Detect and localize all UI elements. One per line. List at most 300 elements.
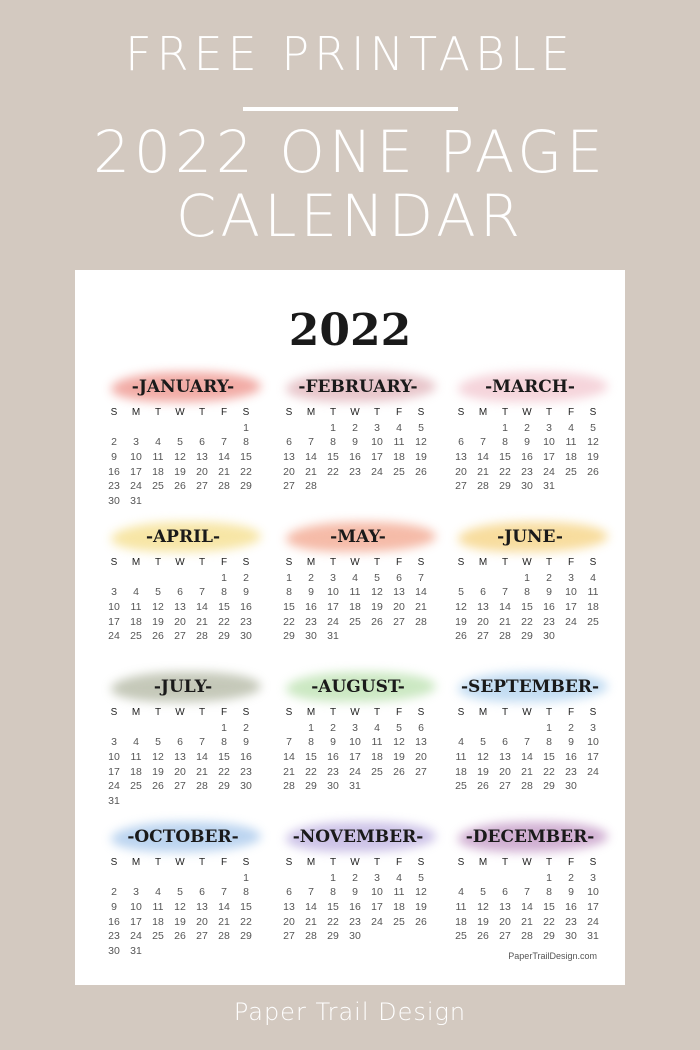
weekday-label: M [131, 857, 141, 868]
day-cell: 23 [349, 465, 361, 478]
weekday-label: F [567, 557, 575, 568]
day-cell: 14 [415, 586, 427, 599]
day-cell: 19 [455, 615, 467, 628]
weekday-label: T [154, 407, 162, 418]
day-cell: 13 [415, 736, 427, 749]
day-cell: 27 [499, 930, 511, 943]
empty-day-cell [103, 871, 125, 886]
empty-day-cell [125, 871, 147, 886]
day-cell: 16 [349, 901, 361, 914]
month-name: -JULY- [153, 677, 213, 697]
day-cell: 14 [521, 751, 533, 764]
day-cell: 23 [327, 765, 339, 778]
day-cell: 23 [108, 930, 120, 943]
day-cell: 5 [155, 736, 161, 749]
month-name: -OCTOBER- [127, 827, 239, 847]
day-cell: 12 [152, 601, 164, 614]
day-cell: 5 [590, 421, 596, 434]
day-cell: 24 [130, 930, 142, 943]
day-cell: 19 [415, 901, 427, 914]
day-cell: 17 [130, 915, 142, 928]
weekday-label: F [220, 707, 228, 718]
day-cell: 18 [130, 615, 142, 628]
weekday-label: S [110, 407, 118, 418]
day-cell: 12 [415, 886, 427, 899]
day-cell: 17 [327, 601, 339, 614]
day-cell: 14 [196, 751, 208, 764]
day-cell: 30 [327, 780, 339, 793]
day-cell: 22 [240, 465, 252, 478]
weekday-label: W [175, 407, 185, 418]
day-cell: 9 [568, 886, 574, 899]
weekday-label: W [175, 557, 185, 568]
day-cell: 14 [218, 451, 230, 464]
day-cell: 18 [393, 451, 405, 464]
day-cell: 25 [587, 615, 599, 628]
empty-day-cell [191, 721, 213, 736]
day-cell: 26 [393, 765, 405, 778]
day-cell: 6 [199, 886, 205, 899]
day-cell: 29 [543, 780, 555, 793]
day-cell: 27 [174, 780, 186, 793]
day-cell: 13 [499, 901, 511, 914]
day-cell: 17 [587, 751, 599, 764]
day-cell: 15 [218, 751, 230, 764]
day-cell: 6 [458, 436, 464, 449]
day-cell: 10 [327, 586, 339, 599]
day-cell: 27 [283, 480, 295, 493]
day-cell: 24 [130, 480, 142, 493]
day-cell: 31 [130, 495, 142, 508]
day-cell: 7 [502, 586, 508, 599]
weekday-label: T [329, 407, 337, 418]
day-cell: 7 [221, 436, 227, 449]
day-cell: 24 [543, 465, 555, 478]
day-cell: 18 [152, 915, 164, 928]
empty-day-cell [450, 421, 472, 436]
day-cell: 27 [415, 765, 427, 778]
day-cell: 5 [418, 421, 424, 434]
day-cell: 10 [349, 736, 361, 749]
day-cell: 16 [108, 915, 120, 928]
day-cell: 28 [218, 930, 230, 943]
day-grid [278, 856, 432, 944]
day-cell: 31 [349, 780, 361, 793]
day-cell: 29 [305, 780, 317, 793]
month-name: -APRIL- [145, 527, 221, 547]
day-grid [103, 556, 257, 644]
day-cell: 26 [152, 780, 164, 793]
day-cell: 8 [546, 886, 552, 899]
day-cell: 20 [393, 601, 405, 614]
day-cell: 17 [371, 901, 383, 914]
day-cell: 14 [283, 751, 295, 764]
day-cell: 24 [327, 615, 339, 628]
day-cell: 8 [243, 436, 249, 449]
month-name: -SEPTEMBER- [460, 677, 599, 697]
day-cell: 9 [308, 586, 314, 599]
day-cell: 13 [393, 586, 405, 599]
day-cell: 19 [152, 765, 164, 778]
day-cell: 22 [327, 465, 339, 478]
day-cell: 31 [327, 630, 339, 643]
day-cell: 18 [152, 465, 164, 478]
month-name: -AUGUST- [311, 677, 405, 697]
day-cell: 4 [155, 886, 161, 899]
day-cell: 1 [286, 571, 292, 584]
month-name: -NOVEMBER- [292, 827, 424, 847]
day-cell: 21 [305, 915, 317, 928]
day-cell: 6 [396, 571, 402, 584]
month-name: -MAY- [330, 527, 386, 547]
empty-day-cell [147, 871, 169, 886]
day-cell: 26 [371, 615, 383, 628]
empty-day-cell [169, 871, 191, 886]
weekday-label: M [306, 707, 316, 718]
day-cell: 11 [393, 436, 405, 449]
weekday-label: F [220, 557, 228, 568]
weekday-label: S [417, 557, 425, 568]
weekday-label: S [110, 557, 118, 568]
day-cell: 10 [371, 886, 383, 899]
day-cell: 7 [199, 736, 205, 749]
day-cell: 23 [349, 915, 361, 928]
weekday-label: T [198, 707, 206, 718]
day-cell: 24 [587, 765, 599, 778]
day-cell: 16 [565, 751, 577, 764]
day-cell: 3 [374, 421, 380, 434]
empty-day-cell [278, 871, 300, 886]
header-title-line-2: 2022 ONE PAGE [93, 118, 607, 186]
day-cell: 7 [308, 886, 314, 899]
day-cell: 16 [349, 451, 361, 464]
month-name: -FEBRUARY- [298, 377, 418, 397]
day-cell: 2 [330, 721, 336, 734]
day-cell: 4 [458, 736, 464, 749]
day-cell: 9 [352, 886, 358, 899]
day-cell: 5 [418, 871, 424, 884]
day-cell: 31 [130, 945, 142, 958]
weekday-label: M [306, 407, 316, 418]
day-cell: 17 [565, 601, 577, 614]
day-cell: 21 [305, 465, 317, 478]
empty-day-cell [125, 421, 147, 436]
weekday-label: S [285, 857, 293, 868]
day-cell: 8 [546, 736, 552, 749]
day-cell: 3 [590, 871, 596, 884]
day-cell: 21 [499, 615, 511, 628]
day-cell: 15 [283, 601, 295, 614]
day-cell: 29 [543, 930, 555, 943]
day-cell: 1 [524, 571, 530, 584]
day-cell: 20 [455, 465, 467, 478]
day-cell: 27 [455, 480, 467, 493]
day-cell: 6 [286, 436, 292, 449]
day-cell: 30 [565, 930, 577, 943]
day-cell: 2 [308, 571, 314, 584]
day-cell: 22 [543, 915, 555, 928]
day-cell: 5 [396, 721, 402, 734]
weekday-label: M [478, 857, 488, 868]
weekday-label: W [350, 557, 360, 568]
weekday-label: T [198, 407, 206, 418]
day-cell: 16 [240, 601, 252, 614]
day-cell: 1 [221, 721, 227, 734]
header-title-line-1: FREE PRINTABLE [125, 27, 575, 81]
empty-day-cell [169, 721, 191, 736]
day-cell: 9 [330, 736, 336, 749]
day-cell: 29 [283, 630, 295, 643]
day-cell: 16 [543, 601, 555, 614]
day-cell: 2 [243, 721, 249, 734]
day-cell: 1 [221, 571, 227, 584]
day-cell: 7 [524, 886, 530, 899]
day-cell: 10 [108, 601, 120, 614]
weekday-label: S [457, 857, 465, 868]
day-cell: 19 [371, 601, 383, 614]
weekday-label: M [478, 557, 488, 568]
weekday-label: M [306, 857, 316, 868]
day-cell: 29 [240, 930, 252, 943]
empty-day-cell [125, 571, 147, 586]
empty-day-cell [472, 421, 494, 436]
day-cell: 13 [196, 451, 208, 464]
day-grid [450, 406, 604, 494]
day-cell: 23 [108, 480, 120, 493]
day-cell: 26 [477, 780, 489, 793]
weekday-label: S [457, 707, 465, 718]
day-cell: 20 [283, 465, 295, 478]
weekday-label: M [131, 707, 141, 718]
day-cell: 31 [543, 480, 555, 493]
footer-brand: Paper Trail Design [233, 998, 467, 1026]
day-cell: 21 [218, 465, 230, 478]
day-grid [450, 706, 604, 794]
weekday-label: S [589, 857, 597, 868]
day-cell: 16 [305, 601, 317, 614]
day-cell: 15 [499, 451, 511, 464]
weekday-label: S [242, 707, 250, 718]
weekday-label: T [545, 407, 553, 418]
day-cell: 1 [243, 421, 249, 434]
day-cell: 11 [130, 601, 142, 614]
day-cell: 5 [155, 586, 161, 599]
day-cell: 7 [286, 736, 292, 749]
weekday-label: T [154, 557, 162, 568]
day-cell: 30 [108, 945, 120, 958]
weekday-label: S [589, 407, 597, 418]
day-cell: 15 [218, 601, 230, 614]
day-grid [278, 706, 432, 794]
day-cell: 13 [283, 901, 295, 914]
day-cell: 16 [327, 751, 339, 764]
day-cell: 30 [543, 630, 555, 643]
weekday-label: S [417, 707, 425, 718]
day-cell: 30 [240, 630, 252, 643]
empty-day-cell [494, 721, 516, 736]
day-cell: 8 [286, 586, 292, 599]
day-cell: 19 [477, 765, 489, 778]
day-cell: 15 [543, 751, 555, 764]
day-cell: 9 [111, 451, 117, 464]
day-cell: 30 [305, 630, 317, 643]
day-cell: 16 [521, 451, 533, 464]
day-cell: 12 [393, 736, 405, 749]
empty-day-cell [472, 871, 494, 886]
day-cell: 21 [196, 765, 208, 778]
day-cell: 3 [111, 586, 117, 599]
empty-day-cell [450, 571, 472, 586]
day-cell: 29 [327, 930, 339, 943]
empty-day-cell [103, 721, 125, 736]
day-cell: 2 [568, 721, 574, 734]
weekday-label: F [395, 557, 403, 568]
day-cell: 19 [393, 751, 405, 764]
weekday-label: M [131, 407, 141, 418]
empty-day-cell [278, 421, 300, 436]
day-cell: 24 [349, 765, 361, 778]
day-cell: 6 [177, 736, 183, 749]
day-cell: 14 [477, 451, 489, 464]
weekday-label: T [373, 857, 381, 868]
day-cell: 1 [243, 871, 249, 884]
day-cell: 14 [218, 901, 230, 914]
day-cell: 25 [371, 765, 383, 778]
weekday-label: F [220, 857, 228, 868]
day-cell: 9 [352, 436, 358, 449]
day-cell: 3 [568, 571, 574, 584]
day-cell: 28 [415, 615, 427, 628]
day-cell: 25 [349, 615, 361, 628]
day-cell: 7 [480, 436, 486, 449]
weekday-label: W [522, 857, 532, 868]
day-cell: 17 [108, 615, 120, 628]
empty-day-cell [169, 421, 191, 436]
day-cell: 1 [502, 421, 508, 434]
weekday-label: T [373, 707, 381, 718]
weekday-label: S [110, 707, 118, 718]
day-cell: 28 [521, 930, 533, 943]
empty-day-cell [213, 871, 235, 886]
day-cell: 12 [477, 901, 489, 914]
day-cell: 4 [458, 886, 464, 899]
weekday-label: S [242, 407, 250, 418]
day-cell: 21 [521, 765, 533, 778]
day-cell: 12 [174, 901, 186, 914]
calendar-sheet [75, 270, 625, 985]
day-cell: 4 [133, 586, 139, 599]
day-cell: 1 [330, 421, 336, 434]
day-cell: 18 [565, 451, 577, 464]
day-cell: 1 [330, 871, 336, 884]
day-cell: 4 [396, 421, 402, 434]
day-cell: 28 [218, 480, 230, 493]
empty-day-cell [147, 571, 169, 586]
day-cell: 25 [130, 780, 142, 793]
empty-day-cell [300, 421, 322, 436]
day-cell: 21 [477, 465, 489, 478]
empty-day-cell [516, 721, 538, 736]
day-cell: 12 [174, 451, 186, 464]
day-grid [278, 406, 432, 494]
empty-day-cell [472, 571, 494, 586]
weekday-label: F [395, 707, 403, 718]
day-grid [103, 406, 257, 509]
day-cell: 12 [152, 751, 164, 764]
weekday-label: T [373, 557, 381, 568]
day-cell: 11 [349, 586, 361, 599]
month-name: -JUNE- [497, 527, 563, 547]
weekday-label: S [110, 857, 118, 868]
day-cell: 24 [565, 615, 577, 628]
day-cell: 4 [396, 871, 402, 884]
day-cell: 1 [308, 721, 314, 734]
weekday-label: S [285, 407, 293, 418]
day-cell: 26 [587, 465, 599, 478]
day-cell: 22 [218, 765, 230, 778]
day-cell: 7 [308, 436, 314, 449]
day-cell: 5 [374, 571, 380, 584]
day-cell: 25 [455, 780, 467, 793]
day-cell: 15 [240, 901, 252, 914]
day-cell: 4 [133, 736, 139, 749]
weekday-label: M [131, 557, 141, 568]
day-cell: 22 [327, 915, 339, 928]
day-cell: 27 [393, 615, 405, 628]
day-cell: 4 [155, 436, 161, 449]
day-cell: 30 [565, 780, 577, 793]
day-cell: 26 [174, 480, 186, 493]
day-cell: 15 [521, 601, 533, 614]
day-cell: 15 [543, 901, 555, 914]
day-cell: 22 [543, 765, 555, 778]
day-cell: 11 [587, 586, 599, 599]
day-cell: 10 [108, 751, 120, 764]
weekday-label: T [501, 707, 509, 718]
day-cell: 9 [568, 736, 574, 749]
weekday-label: F [395, 407, 403, 418]
empty-day-cell [191, 421, 213, 436]
day-cell: 17 [371, 451, 383, 464]
day-cell: 27 [499, 780, 511, 793]
day-cell: 28 [305, 480, 317, 493]
day-cell: 20 [415, 751, 427, 764]
day-cell: 28 [196, 630, 208, 643]
weekday-label: M [306, 557, 316, 568]
day-cell: 2 [524, 421, 530, 434]
day-cell: 5 [480, 886, 486, 899]
day-cell: 9 [243, 586, 249, 599]
empty-day-cell [516, 871, 538, 886]
empty-day-cell [103, 421, 125, 436]
day-cell: 4 [352, 571, 358, 584]
day-cell: 25 [455, 930, 467, 943]
day-cell: 26 [455, 630, 467, 643]
weekday-label: M [478, 407, 488, 418]
day-grid [278, 556, 432, 644]
weekday-label: S [285, 557, 293, 568]
day-cell: 29 [240, 480, 252, 493]
day-cell: 8 [221, 736, 227, 749]
day-cell: 13 [499, 751, 511, 764]
weekday-label: T [501, 407, 509, 418]
day-cell: 23 [240, 765, 252, 778]
weekday-label: S [242, 557, 250, 568]
month-name: -DECEMBER- [465, 827, 595, 847]
day-cell: 2 [546, 571, 552, 584]
day-cell: 21 [283, 765, 295, 778]
day-cell: 26 [477, 930, 489, 943]
